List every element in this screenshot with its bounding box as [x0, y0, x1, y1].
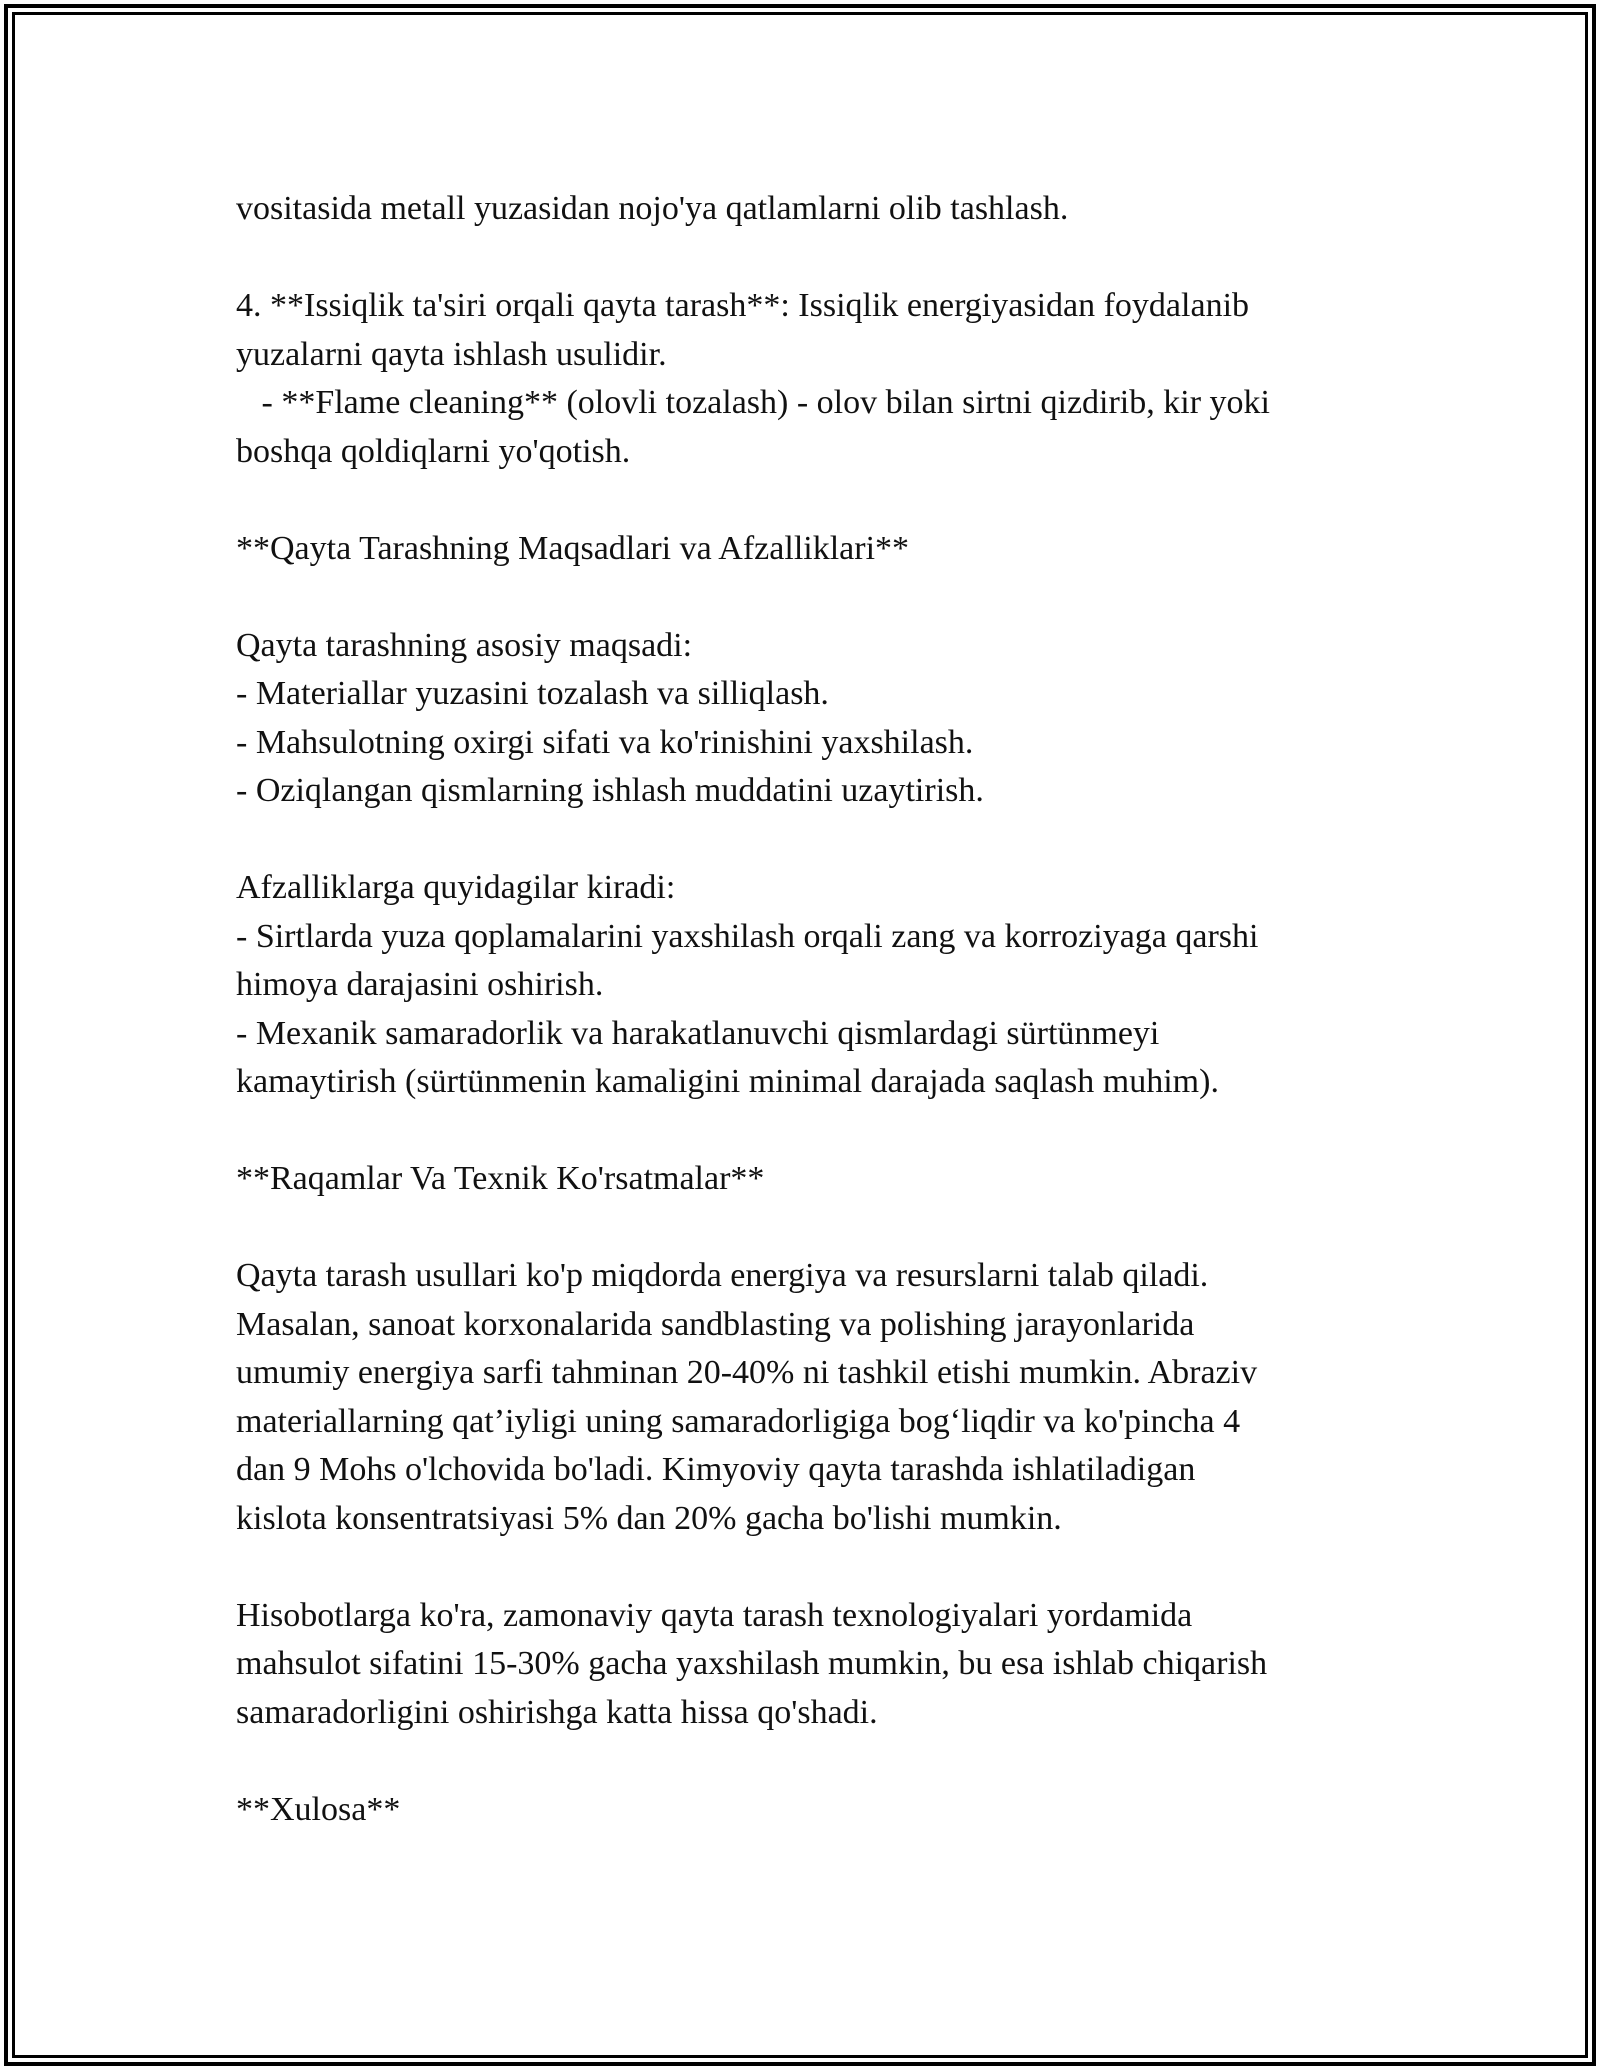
- list-item: - Oziqlangan qismlarning ishlash muddatini uzaytirish.: [236, 772, 984, 809]
- text-line: - **Flame cleaning** (olovli tozalash) - olov bilan sirtni qizdirib, kir yoki: [236, 384, 1270, 421]
- text-line: himoya darajasini oshirish.: [236, 966, 604, 1003]
- list-item: - Materiallar yuzasini tozalash va silliqlash.: [236, 675, 829, 712]
- blank-line: [236, 1204, 1366, 1253]
- text-line: samaradorligini oshirishga katta hissa qo'shadi.: [236, 1693, 878, 1731]
- document-body: [236, 185, 1366, 1834]
- text-line: 4. **Issiqlik ta'siri orqali qayta tarash**: Issiqlik energiyasidan foydalanib: [236, 287, 1250, 324]
- text-line: kislota konsentratsiyasi 5% dan 20% gacha bo'lishi mumkin.: [236, 1499, 1062, 1537]
- list-item: - Mahsulotning oxirgi sifati va ko'rinishini yaxshilash.: [236, 723, 974, 761]
- text-line: Masalan, sanoat korxonalarida sandblasting va polishing jarayonlarida: [236, 1305, 1195, 1343]
- text-line: dan 9 Mohs o'lchovida bo'ladi. Kimyoviy qayta tarashda ishlatiladigan: [236, 1451, 1196, 1488]
- text-line: materiallarning qat’iyligi uning samaradorligiga bog‘liqdir va ko'pincha 4: [236, 1402, 1241, 1440]
- list-item: - Sirtlarda yuza qoplamalarini yaxshilash orqali zang va korroziyaga qarshi: [236, 917, 1259, 955]
- blank-line: [236, 1543, 1366, 1592]
- blank-line: [236, 1107, 1366, 1156]
- blank-line: [236, 234, 1366, 283]
- section-heading: **Qayta Tarashning Maqsadlari va Afzalliklari**: [236, 529, 910, 567]
- blank-line: [236, 1737, 1366, 1786]
- blank-line: [236, 573, 1366, 622]
- text-line: umumiy energiya sarfi tahminan 20-40% ni tashkil etishi mumkin. Abraziv: [236, 1354, 1258, 1391]
- blank-line: [236, 476, 1366, 525]
- text-line: mahsulot sifatini 15-30% gacha yaxshilash mumkin, bu esa ishlab chiqarish: [236, 1645, 1268, 1682]
- text-line: Hisobotlarga ko'ra, zamonaviy qayta tarash texnologiyalari yordamida: [236, 1596, 1193, 1634]
- section-heading: **Raqamlar Va Texnik Ko'rsatmalar**: [236, 1160, 765, 1197]
- list-item: - Mexanik samaradorlik va harakatlanuvchi qismlardagi sürtünmeyi: [236, 1014, 1160, 1052]
- text-line: boshqa qoldiqlarni yo'qotish.: [236, 432, 631, 470]
- text-line: Afzalliklarga quyidagilar kiradi:: [236, 869, 676, 906]
- text-line: Qayta tarash usullari ko'p miqdorda energiya va resurslarni talab qiladi.: [236, 1257, 1209, 1294]
- section-heading: **Xulosa**: [236, 1790, 401, 1828]
- text-line: Qayta tarashning asosiy maqsadi:: [236, 626, 693, 664]
- text-line: vositasida metall yuzasidan nojo'ya qatlamlarni olib tashlash.: [236, 190, 1069, 227]
- text-line: yuzalarni qayta ishlash usulidir.: [236, 335, 667, 373]
- blank-line: [236, 816, 1366, 865]
- text-line: kamaytirish (sürtünmenin kamaligini minimal darajada saqlash muhim).: [236, 1063, 1219, 1100]
